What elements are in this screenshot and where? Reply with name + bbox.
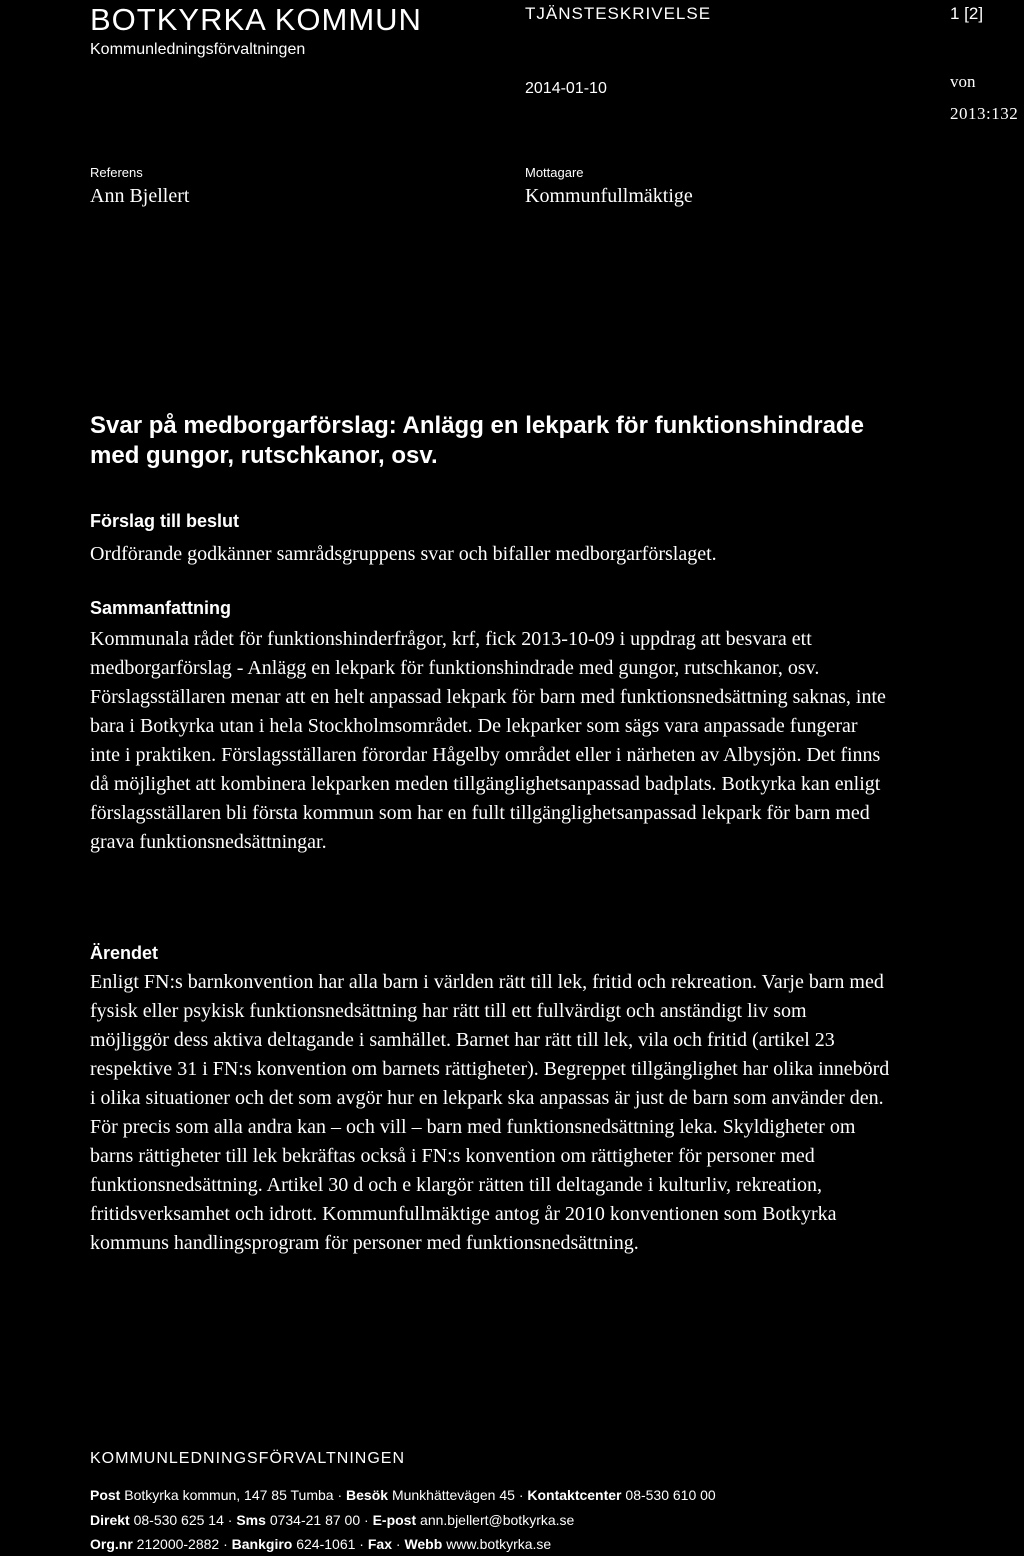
mottagare-label: Mottagare bbox=[525, 165, 584, 180]
bankgiro-label: Bankgiro bbox=[231, 1536, 293, 1552]
summary-heading: Sammanfattning bbox=[90, 598, 232, 618]
summary-paragraph: Kommunala rådet för funktionshinderfrågor, krf, fick 2013-10-09 i uppdrag att besvara ett medborgarförslag - Anlägg en lekpark för funktionshindrade med gungor, rutschkanor, osv. Förslagsställaren menar att en helt anpassad lekpark för barn med funktionsnedsättning saknas, inte bara i Botkyrka utan i hela Stockholmsområdet. De lekparker som sägs vara anpassade fungerar inte i praktiken. Förslagsställaren förordar Hågelby området eller i närheten av Albysjön. Det finns då möjlighet att kombinera lekparken meden tillgänglighetsanpassad badplats. Botkyrka kan enligt förslagsställaren bli första kommun som har en fullt tillgänglighetsanpassad lekpark för barn med grava funktionsnedsättningar. bbox=[90, 628, 886, 853]
direct-value: 08-530 625 14 bbox=[133, 1512, 224, 1528]
proposal-text: Ordförande godkänner samrådsgruppens svar och bifaller medborgarförslaget. bbox=[90, 543, 717, 565]
sms-value: 0734-21 87 00 bbox=[269, 1512, 361, 1528]
bankgiro-value: 624-1061 bbox=[296, 1536, 356, 1552]
proposal-heading: Förslag till beslut bbox=[90, 511, 240, 531]
post-label: Post bbox=[90, 1487, 121, 1503]
visit-label: Besök bbox=[346, 1487, 389, 1503]
contact-value: 08-530 610 00 bbox=[625, 1487, 716, 1503]
footer-line-post: Post Botkyrka kommun, 147 85 Tumba · Besök Munkhättevägen 45 · Kontaktcenter 08-530 610 00 bbox=[90, 1487, 716, 1503]
page-number: 1 [2] bbox=[950, 4, 984, 23]
visit-value: Munkhättevägen 45 bbox=[391, 1487, 515, 1503]
matter-heading: Ärendet bbox=[90, 943, 159, 963]
reference-label: von bbox=[950, 72, 976, 91]
organization-unit: Kommunledningsförvaltningen bbox=[90, 41, 306, 58]
footer-organization: KOMMUNLEDNINGSFÖRVALTNINGEN bbox=[90, 1450, 406, 1467]
orgnr-value: 212000-2882 bbox=[136, 1536, 220, 1552]
email-value: ann.bjellert@botkyrka.se bbox=[420, 1512, 575, 1528]
mottagare-name: Kommunfullmäktige bbox=[525, 185, 693, 207]
email-label: E-post bbox=[372, 1512, 417, 1528]
web-label: Webb bbox=[404, 1536, 443, 1552]
matter-paragraph: Enligt FN:s barnkonvention har alla barn i världen rätt till lek, fritid och rekreation. Varje barn med fysisk eller psykisk funktionsnedsättning har rätt till ett fullvärdigt och anständigt liv som möjliggör dess aktiva deltagande i samhället. Barnet har rätt till lek, vila och fritid (artikel 23 respektive 31 i FN:s konvention om barnets rättigheter). Begreppet tillgänglighet har olika innebörd i olika situationer och det som avgör hur en lekpark ska anpassas är just de barn som använder den. För precis som alla andra kan – och vill – barn med funktionsnedsättning leka. Skyldigheter om barns rättigheter till lek bekräftas också i FN:s konvention om rättigheter för personer med funktionsnedsättning. Artikel 30 d och e klargör rätten till deltagande i kulturliv, rekreation, fritidsverksamhet och idrott. Kommunfullmäktige antog år 2010 konventionen som Botkyrka kommuns handlingsprogram för personer med funktionsnedsättning. bbox=[90, 971, 890, 1254]
document-date: 2014-01-10 bbox=[525, 80, 607, 97]
footer-line-direct: Direkt 08-530 625 14 · Sms 0734-21 87 00 · E-post ann.bjellert@botkyrka.se bbox=[90, 1512, 575, 1528]
document-type: TJÄNSTESKRIVELSE bbox=[525, 4, 712, 23]
referens-name: Ann Bjellert bbox=[90, 185, 190, 207]
contact-label: Kontaktcenter bbox=[527, 1487, 622, 1503]
organization-name: BOTKYRKA KOMMUN bbox=[90, 2, 422, 37]
post-value: Botkyrka kommun, 147 85 Tumba bbox=[124, 1487, 334, 1503]
reference-number: 2013:132 bbox=[950, 104, 1019, 123]
referens-label: Referens bbox=[90, 165, 143, 180]
sms-label: Sms bbox=[236, 1512, 266, 1528]
fax-label: Fax bbox=[367, 1536, 392, 1552]
document-title: Svar på medborgarförslag: Anlägg en lekpark för funktionshindrade med gungor, rutschkanor, osv. bbox=[90, 412, 864, 469]
direct-label: Direkt bbox=[90, 1512, 130, 1528]
web-value: www.botkyrka.se bbox=[446, 1536, 552, 1552]
footer-line-orgnr: Org.nr 212000-2882 · Bankgiro 624-1061 · Fax · Webb www.botkyrka.se bbox=[90, 1536, 552, 1552]
orgnr-label: Org.nr bbox=[90, 1536, 133, 1552]
